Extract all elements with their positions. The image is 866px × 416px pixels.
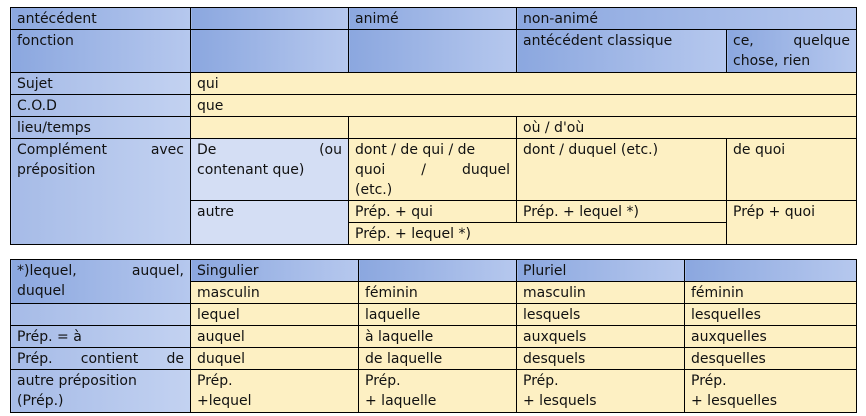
- base-fem-sing: laquelle: [359, 304, 517, 326]
- contenant-que-text: contenant que): [197, 162, 305, 178]
- lequel-word: *)lequel,: [17, 263, 77, 279]
- lieu-temps-value: où / d'où: [517, 117, 857, 139]
- ou-word: (ou: [319, 142, 342, 158]
- de-masc-sing: duquel: [191, 348, 359, 370]
- prep-a-label: Prép. = à: [11, 326, 191, 348]
- cod-value: que: [191, 95, 857, 117]
- autre-fem-plur-prep: Prép.: [691, 373, 727, 389]
- complement-row: [11, 139, 857, 201]
- sujet-row: [11, 73, 857, 95]
- autre-preposition-text: autre préposition: [17, 373, 137, 389]
- empty-fonction-cell: [191, 30, 349, 73]
- base-masc-sing: lequel: [191, 304, 359, 326]
- avec-word: avec: [150, 142, 184, 158]
- quelque-word: quelque: [793, 33, 850, 49]
- singulier-header: Singulier: [191, 260, 359, 282]
- de-anime-value: [349, 139, 517, 201]
- ce-quelque-chose-header: [727, 30, 857, 73]
- autre-masc-sing-prep: Prép.: [197, 373, 233, 389]
- preposition-word: préposition: [17, 162, 96, 178]
- sujet-label: Sujet: [11, 73, 191, 95]
- de-fem-plur: desquelles: [685, 348, 857, 370]
- empty-header-cell: [191, 8, 349, 30]
- a-fem-plur: auxquelles: [685, 326, 857, 348]
- base-masc-plur: lesquels: [517, 304, 685, 326]
- contient-word: contient: [80, 351, 139, 367]
- gender-fem-sing: féminin: [359, 282, 517, 304]
- de-ce-value: de quoi: [727, 139, 857, 201]
- lieu-temps-row: [11, 117, 857, 139]
- etc-text: (etc.): [355, 182, 393, 198]
- base-forms-row: [11, 304, 857, 326]
- autre-classique-value: Prép. + lequel *): [517, 201, 727, 223]
- lequel-corner: [11, 260, 191, 304]
- duquel-header-word: duquel: [17, 283, 66, 299]
- a-fem-sing: à laquelle: [359, 326, 517, 348]
- autre-ce-value: Prép + quoi: [727, 201, 857, 245]
- de-fem-sing: de laquelle: [359, 348, 517, 370]
- de-classique-value: dont / duquel (etc.): [517, 139, 727, 201]
- lequel-forms-table: [10, 259, 857, 413]
- autre-masc-plur-form: + lesquels: [523, 393, 597, 409]
- non-anime-header: non-animé: [517, 8, 857, 30]
- autre-anime-value-2: Prép. + lequel *): [349, 223, 727, 245]
- empty-pluriel-header: [685, 260, 857, 282]
- gender-masc-sing: masculin: [191, 282, 359, 304]
- autre-label: autre: [191, 201, 349, 245]
- autre-fem-plur-form: + lesquelles: [691, 393, 778, 409]
- prep-de-row: [11, 348, 857, 370]
- sujet-value: qui: [191, 73, 857, 95]
- empty-fonction-anime-cell: [349, 30, 517, 73]
- duquel-word: duquel: [461, 162, 510, 178]
- autre-fem-plur: [685, 370, 857, 413]
- gender-fem-plur: féminin: [685, 282, 857, 304]
- a-masc-plur: auxquels: [517, 326, 685, 348]
- prep-abbrev-text: (Prép.): [17, 393, 64, 409]
- a-masc-sing: auquel: [191, 326, 359, 348]
- auquel-word: auquel,: [131, 263, 184, 279]
- ce-word: ce,: [733, 33, 754, 49]
- base-fem-plur: lesquelles: [685, 304, 857, 326]
- relative-pronouns-table: [10, 7, 857, 245]
- anime-header: animé: [349, 8, 517, 30]
- prep-autre-row: [11, 370, 857, 413]
- complement-label: [11, 139, 191, 245]
- slash-word: /: [421, 162, 426, 178]
- autre-masc-sing-form: +lequel: [197, 393, 252, 409]
- lieu-empty-1: [191, 117, 349, 139]
- base-forms-label: [11, 304, 191, 326]
- autre-anime-value-1: Prép. + qui: [349, 201, 517, 223]
- chose-rien-text: chose, rien: [733, 53, 811, 69]
- prep-a-row: [11, 326, 857, 348]
- de-masc-plur: desquels: [517, 348, 685, 370]
- autre-masc-plur: [517, 370, 685, 413]
- gender-masc-plur: masculin: [517, 282, 685, 304]
- fonction-row: [11, 30, 857, 73]
- prep-autre-label: [11, 370, 191, 413]
- de-anime-line-1: dont / de qui / de: [355, 142, 476, 158]
- lieu-empty-2: [349, 117, 517, 139]
- de-word: De: [197, 142, 217, 158]
- autre-fem-sing-prep: Prép.: [365, 373, 401, 389]
- pluriel-header: Pluriel: [517, 260, 685, 282]
- de-word-label: de: [166, 351, 184, 367]
- lequel-header-row: [11, 260, 857, 282]
- quoi-word: quoi: [355, 162, 386, 178]
- lieu-temps-label: lieu/temps: [11, 117, 191, 139]
- empty-singulier-header: [359, 260, 517, 282]
- complement-word: Complément: [17, 142, 107, 158]
- autre-masc-plur-prep: Prép.: [523, 373, 559, 389]
- autre-fem-sing: [359, 370, 517, 413]
- antecedent-classique-header: antécédent classique: [517, 30, 727, 73]
- cod-row: [11, 95, 857, 117]
- de-label: [191, 139, 349, 201]
- autre-masc-sing: [191, 370, 359, 413]
- cod-label: C.O.D: [11, 95, 191, 117]
- header-row: [11, 8, 857, 30]
- antecedent-header: antécédent: [11, 8, 191, 30]
- fonction-label: fonction: [11, 30, 191, 73]
- prep-word: Prép.: [17, 351, 53, 367]
- prep-de-label: [11, 348, 191, 370]
- autre-fem-sing-form: + laquelle: [365, 393, 437, 409]
